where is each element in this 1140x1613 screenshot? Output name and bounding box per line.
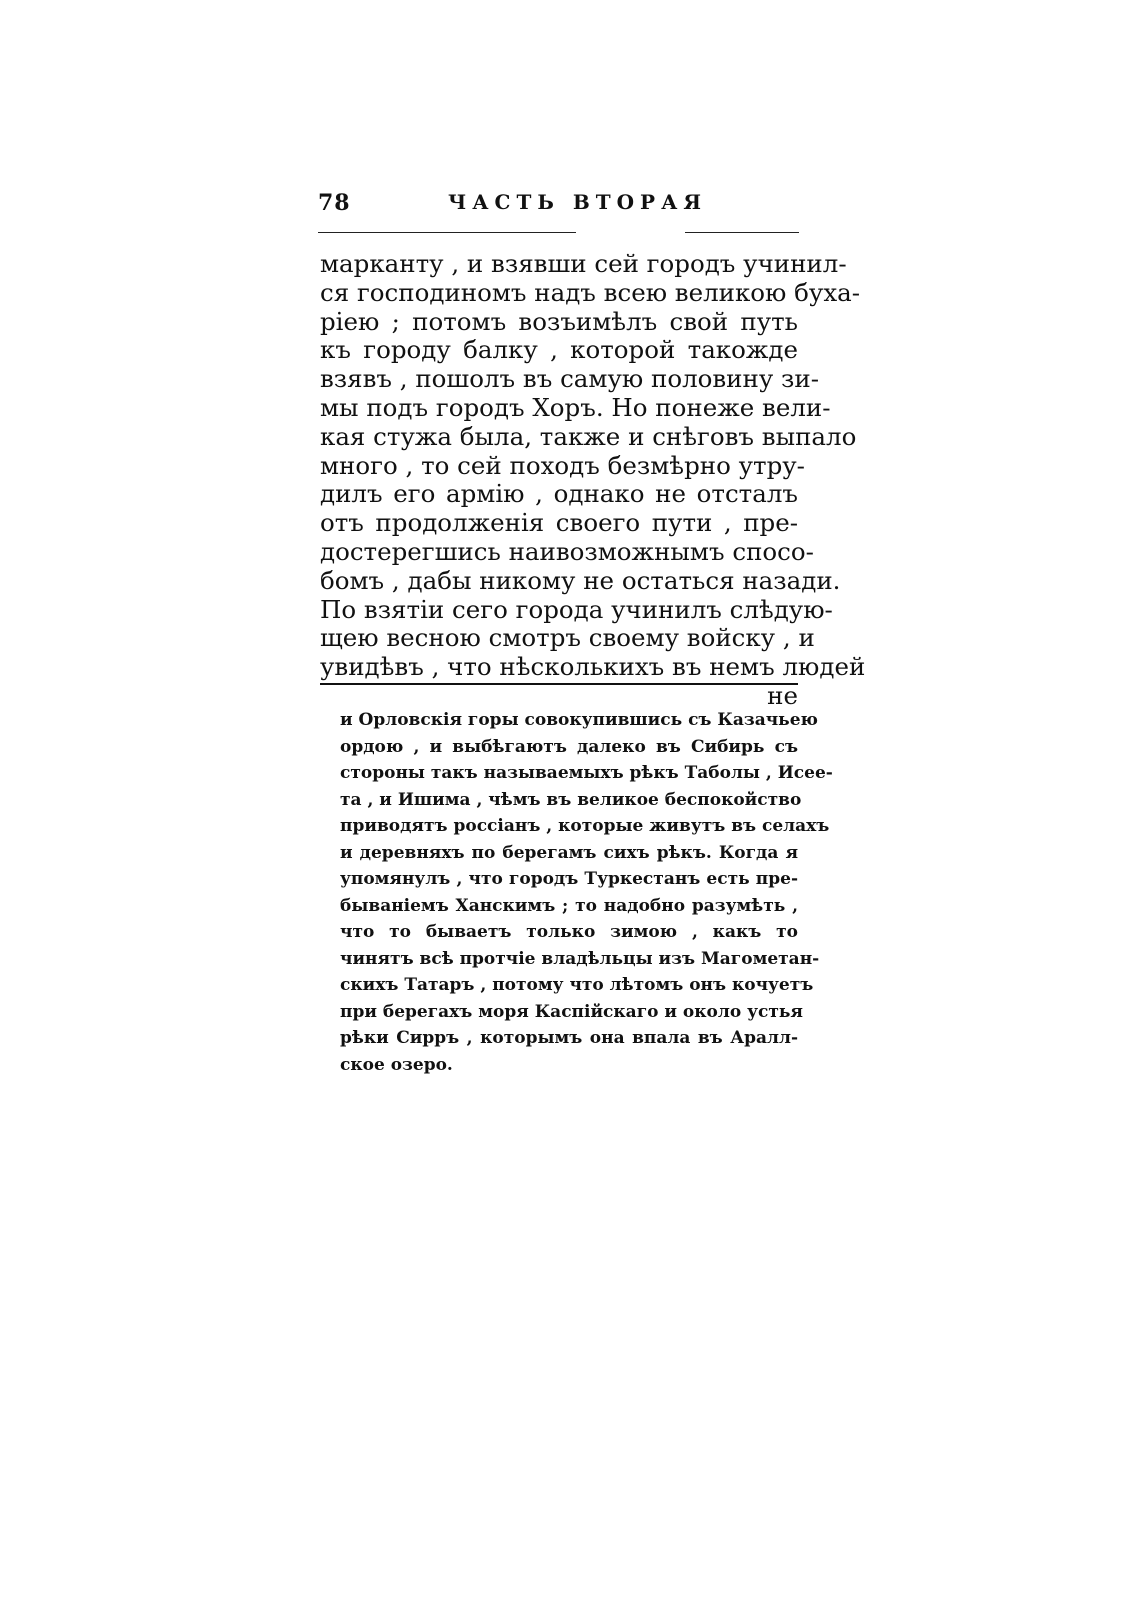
- footnote-line: при берегахъ моря Каспiйскаго и около устья: [340, 1001, 803, 1022]
- page-header: [318, 190, 798, 220]
- main-text: [320, 249, 866, 711]
- page-number: 78: [318, 190, 351, 216]
- footnote-line: что то бываетъ только зимою , какъ то: [340, 922, 798, 942]
- main-text-line: взявъ , пошолъ въ самую половину зи-: [320, 364, 820, 394]
- footnote-line: скихъ Татаръ , потому что лѣтомъ онъ кочуетъ: [340, 975, 814, 995]
- main-text-line: отъ продолженiя своего пути , пре-: [320, 508, 798, 538]
- footnote-line: стороны такъ называемыхъ рѣкъ Таболы , Исее-: [340, 763, 833, 783]
- main-text-line: щею весною смотръ своему войску , и: [320, 623, 815, 653]
- main-text-line: бомъ , дабы никому не остаться назади.: [320, 565, 841, 595]
- main-text-line: дилъ его армiю , однако не отсталъ: [320, 479, 798, 509]
- footnote-line: и деревняхъ по берегамъ сихъ рѣкъ. Когда я: [340, 842, 798, 863]
- footnote-rule: [320, 683, 798, 685]
- main-text-line: рiею ; потомъ возъимѣлъ свой путь: [320, 306, 798, 336]
- footnote: [340, 707, 833, 1078]
- footnote-line: ское озеро.: [340, 1054, 453, 1075]
- header-rule-right: [685, 232, 799, 233]
- footnote-line: рѣки Сирръ , которымъ она впала въ Аралл-: [340, 1028, 798, 1048]
- footnote-line: и Орловскiя горы совокупившись съ Казачьею: [340, 710, 818, 730]
- main-text-line: увидѣвъ , что нѣсколькихъ въ немъ людей: [320, 652, 866, 682]
- main-text-line: мы подъ городъ Хоръ. Но понеже вели-: [320, 392, 831, 422]
- footnote-line: быванiемъ Ханскимъ ; то надобно разумѣть ,: [340, 895, 798, 916]
- header-rule-left: [318, 232, 576, 233]
- footnote-line: упомянулъ , что городъ Туркестанъ есть пре-: [340, 869, 798, 889]
- catchword: не: [767, 680, 798, 710]
- footnote-line: приводятъ россiанъ , которые живутъ въ селахъ: [340, 816, 830, 836]
- main-text-line: къ городу балку , которой такожде: [320, 335, 798, 365]
- main-text-line: По взятiи сего города учинилъ слѣдую-: [320, 594, 833, 624]
- main-text-line: достерегшись наивозможнымъ спосо-: [320, 536, 814, 566]
- main-text-line: ся господиномъ надъ всею великою буха-: [320, 277, 861, 307]
- footnote-line: та , и Ишима , чѣмъ въ великое беспокойство: [340, 789, 802, 810]
- running-title: ЧАСТЬ ВТОРАЯ: [448, 190, 707, 214]
- footnote-line: ордою , и выбѣгаютъ далеко въ Сибирь съ: [340, 736, 798, 757]
- main-text-line: кая стужа была, также и снѣговъ выпало: [320, 421, 857, 451]
- footnote-line: чинятъ всѣ протчiе владѣльцы изъ Магометан-: [340, 948, 820, 969]
- main-text-line: марканту , и взявши сей городъ учинил-: [320, 249, 847, 278]
- main-text-line: много , то сей походъ безмѣрно утру-: [320, 450, 805, 480]
